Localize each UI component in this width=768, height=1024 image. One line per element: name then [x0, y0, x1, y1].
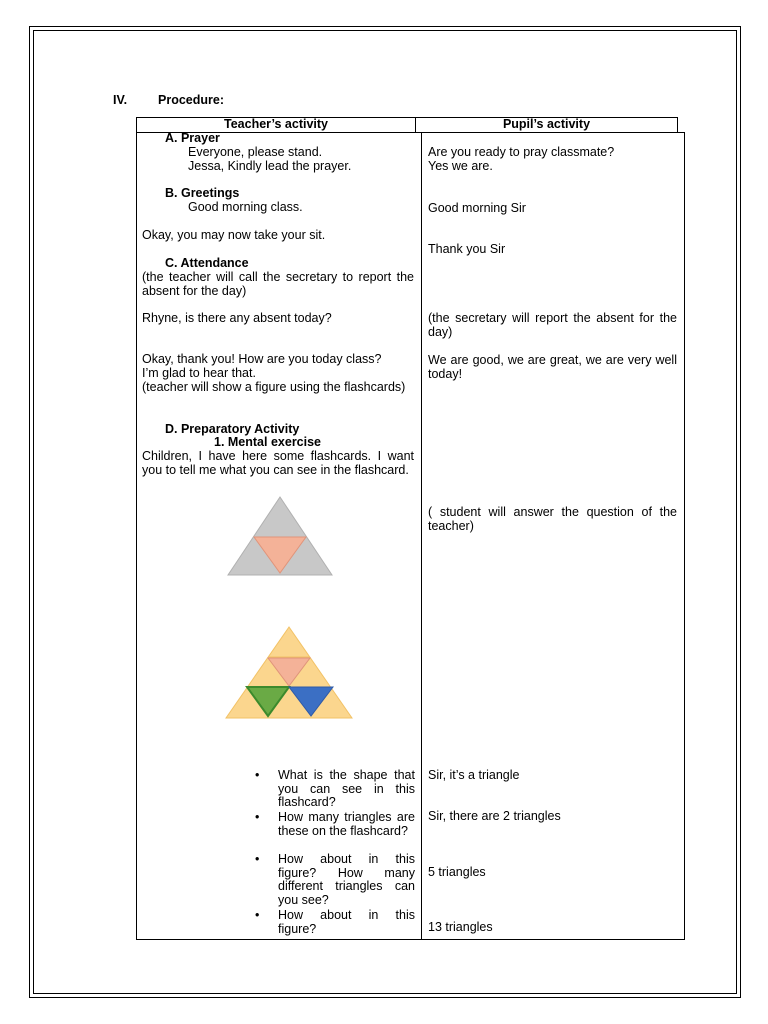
question-text: How about in this figure? [278, 908, 415, 936]
bullet-icon: • [255, 768, 260, 782]
attendance-note: (the teacher will call the secretary to report the absent for the day) [142, 270, 414, 298]
prayer-line-1: Everyone, please stand. [188, 145, 323, 159]
pupil-student-answer: ( student will answer the question of the teacher) [428, 505, 677, 533]
header-teacher-activity: Teacher’s activity [224, 117, 328, 131]
pupil-answer-3: 5 triangles [428, 865, 486, 879]
question-text: How many triangles are these on the flashcard? [278, 810, 415, 838]
glad-line: I’m glad to hear that. [142, 366, 256, 380]
mental-heading: 1. Mental exercise [214, 435, 322, 449]
pupil-good-morning: Good morning Sir [428, 201, 526, 215]
bullet-icon: • [255, 810, 260, 824]
greetings-heading: B. Greetings [165, 186, 240, 200]
flashcards-intro: Children, I have here some flashcards. I want you to tell me what you can see in the flashcard. [142, 449, 414, 477]
prayer-line-2: Jessa, Kindly lead the prayer. [188, 159, 352, 173]
figure-note: (teacher will show a figure using the flashcards) [142, 380, 406, 394]
bullet-icon: • [255, 908, 260, 922]
thanks-line: Okay, thank you! How are you today class? [142, 352, 382, 366]
pupil-answer-2: Sir, there are 2 triangles [428, 809, 561, 823]
pupil-thank-you: Thank you Sir [428, 242, 506, 256]
question-text: What is the shape that you can see in this flashcard? [278, 768, 415, 809]
prayer-heading: A. Prayer [165, 131, 220, 145]
header-pupil-activity: Pupil’s activity [502, 117, 591, 131]
pupil-answer-4: 13 triangles [428, 920, 493, 934]
section-number: IV. [113, 93, 128, 107]
pupil-feeling: We are good, we are great, we are very well today! [428, 353, 677, 381]
pupil-answer-1: Sir, it’s a triangle [428, 768, 520, 782]
pupil-yes: Yes we are. [428, 159, 493, 173]
attendance-heading: C. Attendance [165, 256, 249, 270]
sit-line: Okay, you may now take your sit. [142, 228, 326, 242]
section-title: Procedure: [158, 93, 224, 107]
pupil-secretary: (the secretary will report the absent for the day) [428, 311, 677, 339]
prep-heading: D. Preparatory Activity [165, 422, 300, 436]
greetings-line: Good morning class. [188, 200, 303, 214]
pupil-ready: Are you ready to pray classmate? [428, 145, 615, 159]
absent-question: Rhyne, is there any absent today? [142, 311, 332, 325]
bullet-icon: • [255, 852, 260, 866]
question-text: How about in this figure? How many different triangles can you see? [278, 852, 415, 907]
